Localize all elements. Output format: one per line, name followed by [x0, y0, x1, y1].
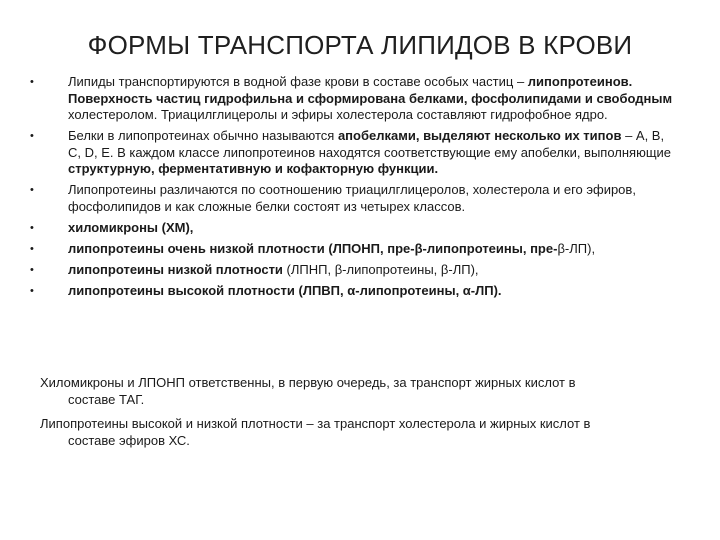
paragraph-chylomicrons: Хиломикроны и ЛПОНП ответственны, в первую очередь, за транспорт жирных кислот в составе ТАГ. — [40, 375, 576, 407]
bullet-dot: • — [30, 76, 34, 88]
bullet-text: липопротеины высокой плотности (ЛПВП, α-липопротеины, α-ЛП). — [68, 282, 502, 298]
bullet-text: липопротеины низкой плотности (ЛПНП, β-липопротеины, β-ЛП), — [68, 261, 479, 277]
bullet-text: хиломикроны (ХМ), — [68, 219, 194, 235]
bullet-dot: • — [30, 184, 34, 196]
bullet-item — [30, 220, 680, 237]
bullet-item — [30, 128, 680, 178]
bullet-item — [30, 262, 680, 279]
bullet-text: липопротеины очень низкой плотности (ЛПОНП, пре-β-липопротеины, пре-β-ЛП), — [68, 240, 596, 256]
bullet-item — [30, 74, 680, 124]
bullet-item — [30, 182, 680, 215]
bullet-text: Липиды транспортируются в водной фазе крови в составе особых частиц – липопротеинов. Поверхность частиц гидрофильна и сформирована белками, фосфолипидами и свободным холестеролом. Триацилглицеролы и эфиры холестерола составляют гидрофобное ядро. — [68, 74, 673, 122]
bullet-list — [30, 74, 680, 304]
paragraph-lipoproteins: Липопротеины высокой и низкой плотности – за транспорт холестерола и жирных кислот в составе эфиров ХС. — [40, 416, 591, 448]
bullet-text: Белки в липопротеинах обычно называются апобелками, выделяют несколько их типов – А, В, С, D, Е. В каждом классе липопротеинов находятся соответствующие ему апобелки, выполняющие структурную, ферментативную и кофакторную функции. — [68, 128, 672, 176]
bullet-item — [30, 241, 680, 258]
bullet-dot: • — [30, 242, 34, 255]
bullet-item — [30, 283, 680, 300]
bullet-dot: • — [30, 130, 34, 142]
bullet-dot: • — [30, 221, 34, 234]
bullet-dot: • — [30, 284, 34, 297]
bullet-dot: • — [30, 263, 34, 276]
slide-title: ФОРМЫ ТРАНСПОРТА ЛИПИДОВ В КРОВИ — [87, 30, 633, 60]
bullet-text: Липопротеины различаются по соотношению триацилглицеролов, холестерола и его эфиров, фосфолипидов и как сложные белки состоят из четырех классов. — [68, 182, 636, 214]
